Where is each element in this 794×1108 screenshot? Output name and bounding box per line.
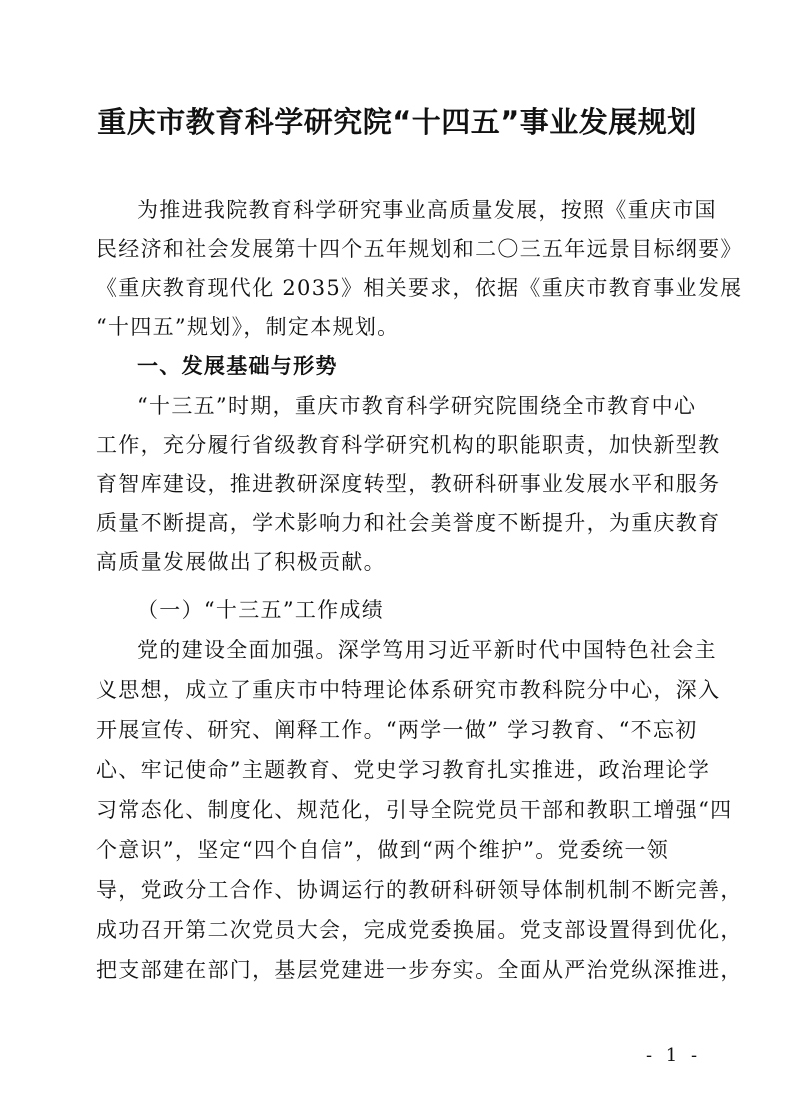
party-para-line-6: 个意识”，坚定“四个自信”，做到“两个维护”。党委统一领 — [96, 838, 670, 862]
section-para-line-3: 育智库建设，推进教研深度转型，教研科研事业发展水平和服务 — [96, 472, 721, 496]
party-para-line-2: 义思想，成立了重庆市中特理论体系研究市教科院分中心，深入 — [96, 678, 721, 702]
page-number: - 1 - — [646, 1045, 702, 1066]
intro-line-4: “十四五”规划》，制定本规划。 — [96, 315, 400, 339]
party-para-line-7: 导，党政分工合作、协调运行的教研科研领导体制机制不断完善， — [96, 878, 743, 902]
party-para-line-8: 成功召开第二次党员大会，完成党委换届。党支部设置得到优化， — [96, 918, 743, 942]
section-para-line-4: 质量不断提高，学术影响力和社会美誉度不断提升，为重庆教育 — [96, 511, 721, 535]
section-para-line-1: “十三五”时期，重庆市教育科学研究院围绕全市教育中心 — [137, 394, 697, 418]
section-para-line-5: 高质量发展做出了积极贡献。 — [96, 550, 386, 574]
intro-line-3: 《重庆教育现代化 2035》相关要求，依据《重庆市教育事业发展 — [96, 276, 743, 300]
intro-line-2: 民经济和社会发展第十四个五年规划和二〇三五年远景目标纲要》 — [96, 237, 743, 261]
intro-line-1: 为推进我院教育科学研究事业高质量发展，按照《重庆市国 — [137, 198, 717, 222]
party-para-line-3: 开展宣传、研究、阐释工作。“两学一做” 学习教育、“不忘初 — [96, 718, 698, 742]
section-para-line-2: 工作，充分履行省级教育科学研究机构的职能职责，加快新型教 — [96, 433, 721, 457]
party-para-line-9: 把支部建在部门，基层党建进一步夯实。全面从严治党纵深推进， — [96, 958, 743, 982]
section-heading: 一、发展基础与形势 — [137, 354, 338, 378]
document-title: 重庆市教育科学研究院“十四五”事业发展规划 — [97, 105, 697, 139]
subsection-heading: （一）“十三五”工作成绩 — [137, 598, 385, 622]
party-para-line-1: 党的建设全面加强。深学笃用习近平新时代中国特色社会主 — [137, 638, 717, 662]
party-para-line-5: 习常态化、制度化、规范化，引导全院党员干部和教职工增强“四 — [96, 798, 733, 822]
party-para-line-4: 心、牢记使命”主题教育、党史学习教育扎实推进，政治理论学 — [96, 758, 711, 782]
